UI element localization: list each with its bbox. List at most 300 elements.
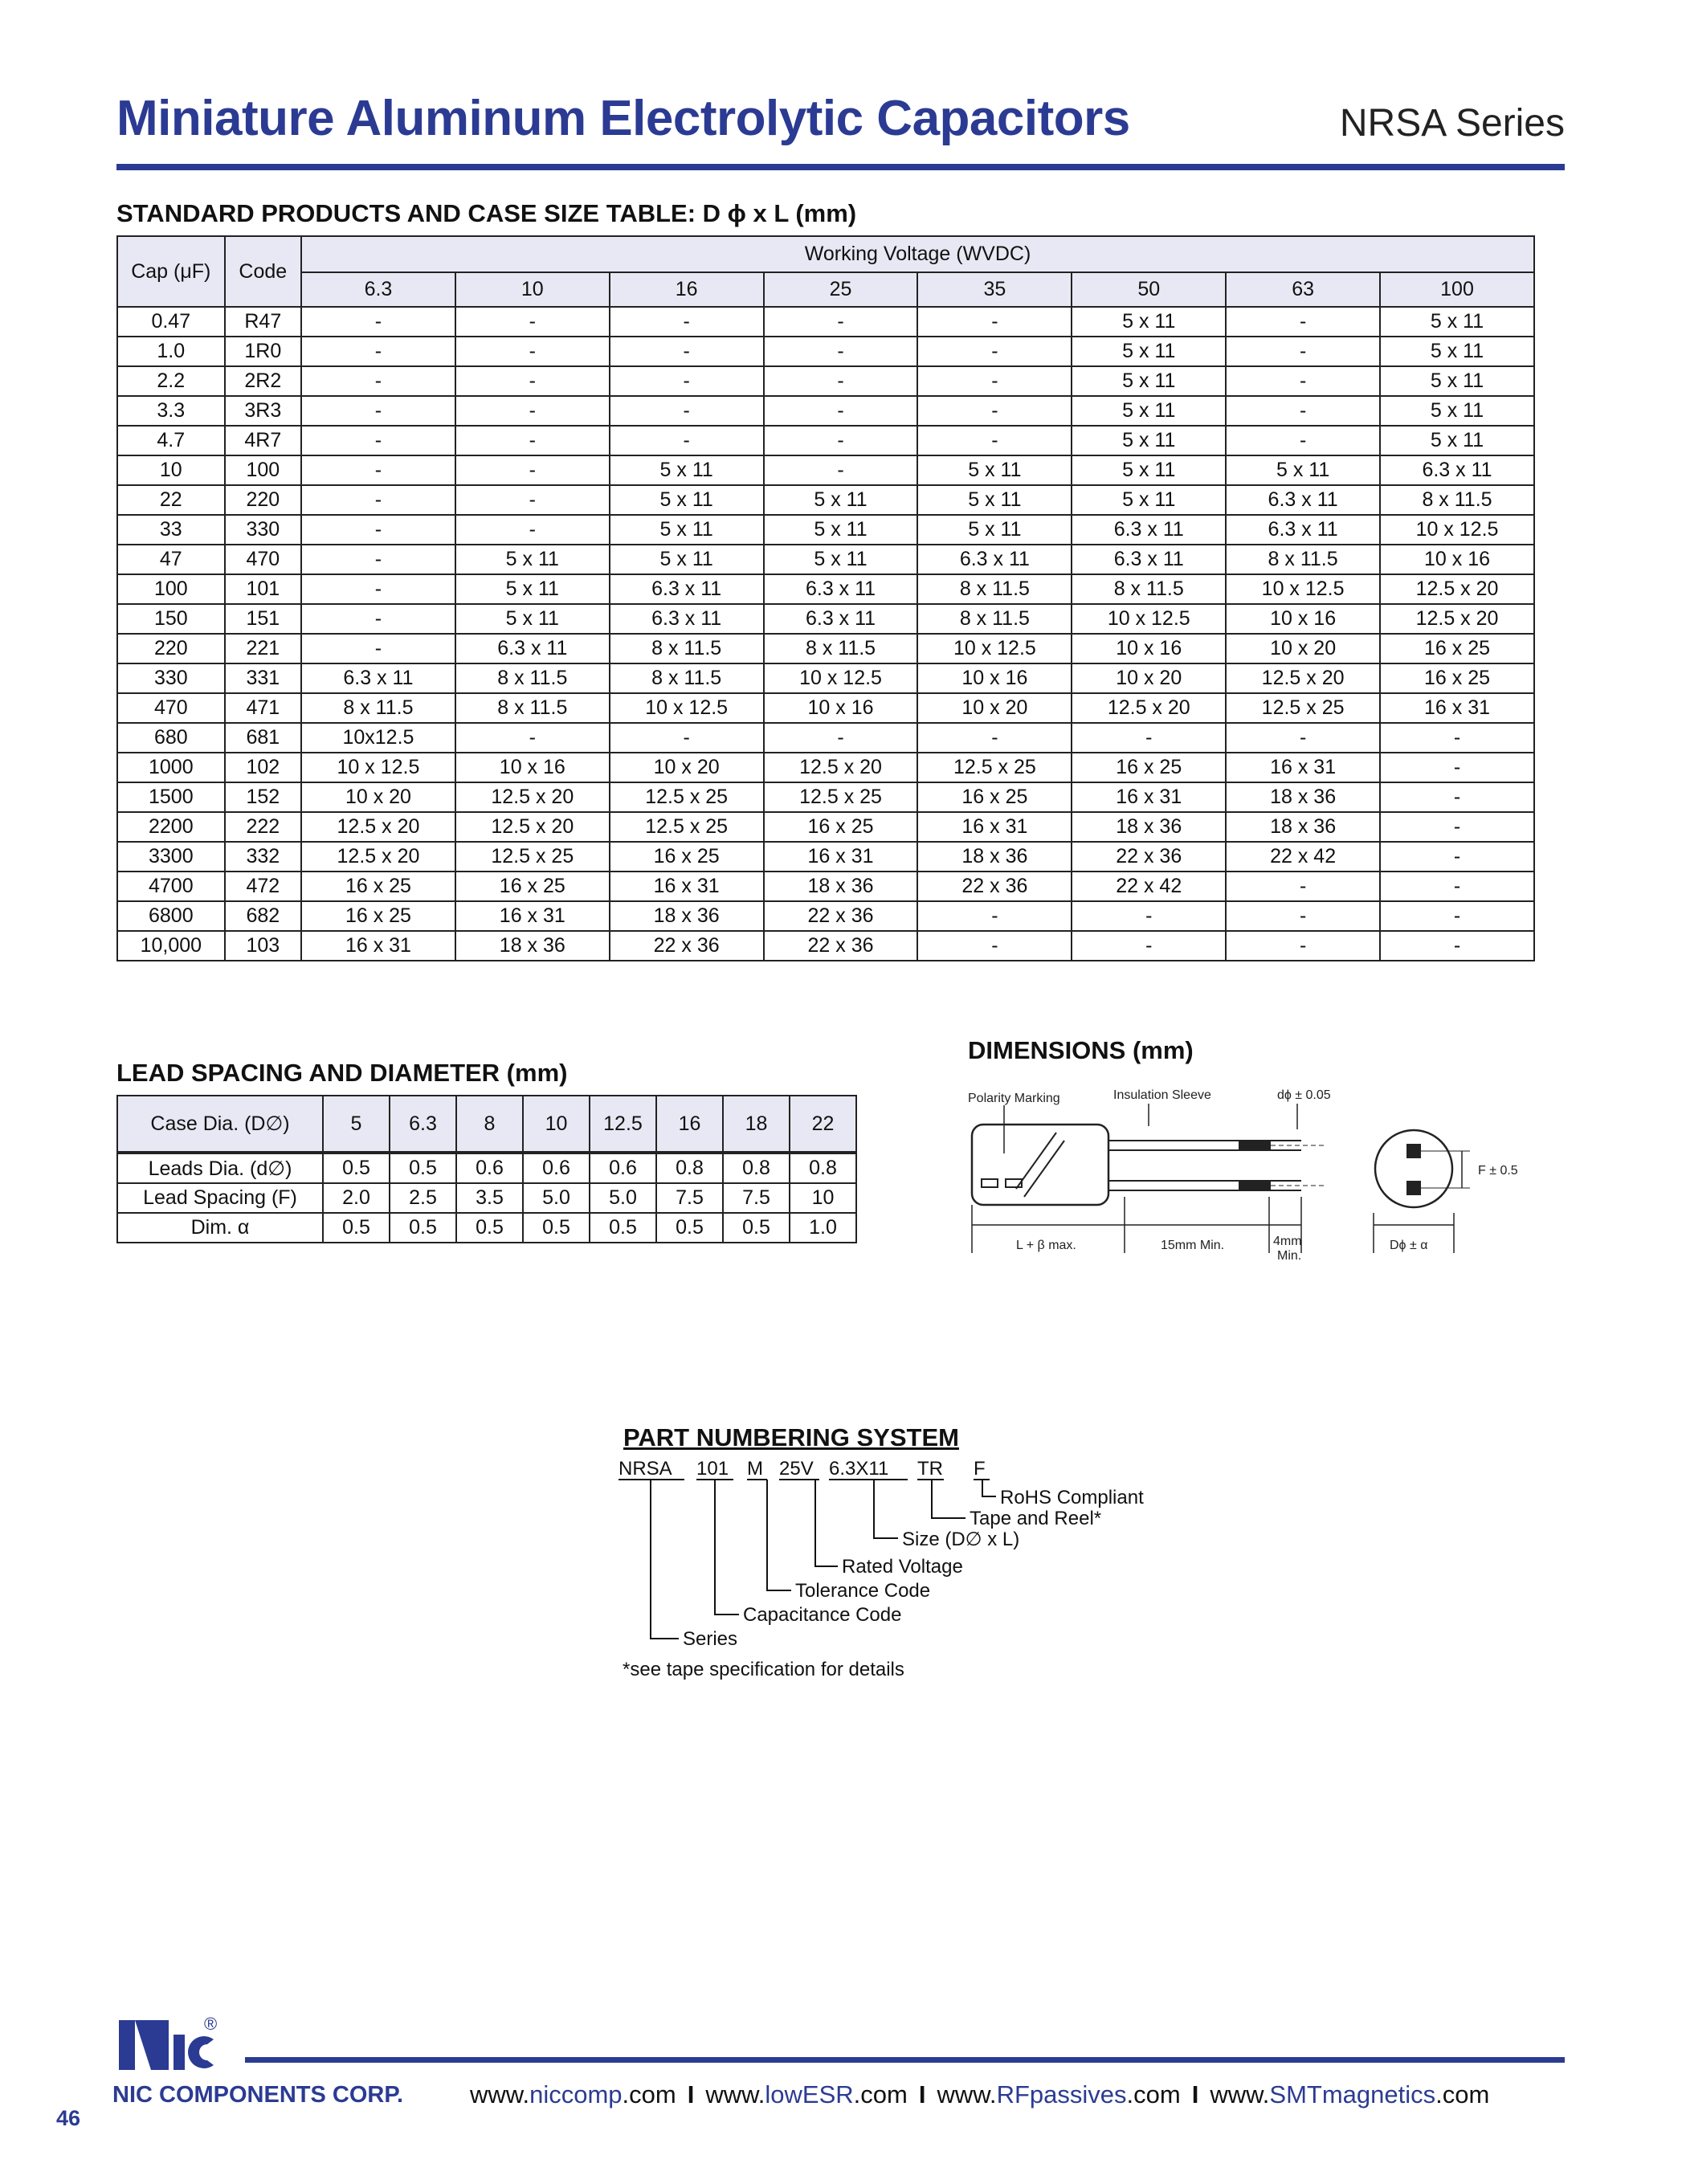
table-cell: 12.5 x 20 (764, 753, 918, 782)
table-row (117, 1213, 856, 1243)
insulation-sleeve-label: Insulation Sleeve (1113, 1088, 1211, 1102)
table-cell: - (301, 574, 455, 604)
table-cell: - (301, 515, 455, 545)
table-cell: 2.5 (390, 1183, 456, 1213)
table-cell: 5 x 11 (455, 574, 610, 604)
table-cell: 16 x 31 (764, 842, 918, 872)
part-numbering-heading: PART NUMBERING SYSTEM (623, 1423, 959, 1451)
table-row (117, 574, 1534, 604)
table-cell: 18 x 36 (610, 901, 764, 931)
table-cell: 0.5 (590, 1213, 656, 1243)
table-cell: 100 (117, 574, 225, 604)
table-cell: 12.5 x 25 (455, 842, 610, 872)
table-cell: 10 x 12.5 (1226, 574, 1380, 604)
table-row (117, 663, 1534, 693)
table-cell: 16 x 25 (301, 901, 455, 931)
table-cell: 12.5 x 20 (1072, 693, 1226, 723)
lead-header-cell: 22 (790, 1096, 856, 1153)
table-cell: 101 (225, 574, 301, 604)
table-cell: 18 x 36 (1226, 812, 1380, 842)
table-cell: 220 (225, 485, 301, 515)
pn-seg-series: NRSA (619, 1458, 672, 1480)
pn-label-cap: Capacitance Code (743, 1604, 902, 1626)
pn-seg-volt: 25V (779, 1458, 814, 1480)
table-cell: 5 x 11 (1380, 337, 1534, 366)
table-cell: 5 x 11 (917, 515, 1072, 545)
table-cell: 10 x 16 (1226, 604, 1380, 634)
table-cell: - (1380, 782, 1534, 812)
table-cell: 5 x 11 (1072, 307, 1226, 337)
table-cell: - (455, 485, 610, 515)
table-cell: 16 x 25 (917, 782, 1072, 812)
table-cell: 0.5 (723, 1213, 790, 1243)
table-cell: 6.3 x 11 (610, 574, 764, 604)
table-cell: 10 x 20 (917, 693, 1072, 723)
table-cell: 5 x 11 (1072, 366, 1226, 396)
table-cell: 103 (225, 931, 301, 961)
pn-label-tol: Tolerance Code (795, 1580, 931, 1602)
table-cell: - (1380, 901, 1534, 931)
table-row (117, 1183, 856, 1213)
table-row (117, 426, 1534, 455)
capacitor-end-view (1375, 1130, 1452, 1207)
table-row (117, 812, 1534, 842)
table-cell: 1.0 (790, 1213, 856, 1243)
polarity-marking-label: Polarity Marking (968, 1092, 1060, 1105)
pn-seg-rohs: F (974, 1458, 986, 1480)
pn-label-series: Series (683, 1628, 738, 1650)
table-cell: 150 (117, 604, 225, 634)
table-cell: 16 x 25 (301, 872, 455, 901)
lead-header-cell: 5 (323, 1096, 390, 1153)
table-cell: 5 x 11 (764, 485, 918, 515)
table-cell: 0.5 (456, 1213, 523, 1243)
lead-header-cell: 16 (656, 1096, 723, 1153)
table-cell: 3.5 (456, 1183, 523, 1213)
col-header-code: Code (225, 236, 301, 307)
table-cell: 2200 (117, 812, 225, 842)
table-cell: 221 (225, 634, 301, 663)
table-cell: 5 x 11 (1380, 366, 1534, 396)
table-cell: 5.0 (590, 1183, 656, 1213)
table-cell: - (301, 455, 455, 485)
table-cell: 1.0 (117, 337, 225, 366)
table-row (117, 455, 1534, 485)
table-cell: 16 x 25 (1072, 753, 1226, 782)
table-cell: R47 (225, 307, 301, 337)
table-cell: 18 x 36 (455, 931, 610, 961)
table-cell: 220 (117, 634, 225, 663)
table-cell: - (1072, 931, 1226, 961)
table-cell: 10 (790, 1183, 856, 1213)
pn-seg-tr: TR (917, 1458, 943, 1480)
table-cell: 6.3 x 11 (1226, 515, 1380, 545)
table-cell: 100 (225, 455, 301, 485)
table-cell: - (1226, 337, 1380, 366)
table-cell: 22 x 36 (764, 931, 918, 961)
table-cell: 10 x 12.5 (301, 753, 455, 782)
table-cell: 12.5 x 25 (610, 782, 764, 812)
footer-rule (245, 2057, 1565, 2063)
table-cell: 6.3 x 11 (764, 574, 918, 604)
table-cell: 18 x 36 (1072, 812, 1226, 842)
table-cell: 151 (225, 604, 301, 634)
table-row (117, 515, 1534, 545)
table-cell: 12.5 x 25 (1226, 693, 1380, 723)
voltage-col-header: 6.3 (301, 272, 455, 307)
table-cell: 4700 (117, 872, 225, 901)
table-cell: 6.3 x 11 (610, 604, 764, 634)
voltage-col-header: 35 (917, 272, 1072, 307)
table-cell: 22 x 42 (1072, 872, 1226, 901)
table-cell: 10 x 12.5 (1072, 604, 1226, 634)
table-cell: 6.3 x 11 (764, 604, 918, 634)
table-cell: 12.5 x 25 (917, 753, 1072, 782)
table-cell: 5 x 11 (610, 485, 764, 515)
table-cell: - (1380, 931, 1534, 961)
table-cell: - (917, 931, 1072, 961)
table-cell: 330 (117, 663, 225, 693)
table-cell: 2.0 (323, 1183, 390, 1213)
table-row (117, 723, 1534, 753)
table-cell: 16 x 31 (1072, 782, 1226, 812)
link-smtmagnetics[interactable]: www.SMTmagnetics.com (1210, 2080, 1490, 2108)
lead-header-cell: 10 (523, 1096, 590, 1153)
link-lowesr[interactable]: www.lowESR.com (705, 2080, 908, 2108)
table-cell: - (455, 366, 610, 396)
part-numbering-diagram (619, 1454, 1181, 1687)
table-row (117, 693, 1534, 723)
table-cell: - (764, 366, 918, 396)
pn-seg-tol: M (747, 1458, 763, 1480)
table-cell: 22 x 36 (917, 872, 1072, 901)
table-cell: 5.0 (523, 1183, 590, 1213)
table-cell: 8 x 11.5 (1380, 485, 1534, 515)
table-cell: 5 x 11 (764, 545, 918, 574)
table-cell: - (917, 723, 1072, 753)
capacitor-body (972, 1125, 1108, 1205)
table-cell: 16 x 31 (455, 901, 610, 931)
pn-label-rohs: RoHS Compliant (1000, 1487, 1144, 1508)
table-cell: 0.6 (523, 1153, 590, 1183)
table-cell: 470 (225, 545, 301, 574)
table-cell: - (1380, 842, 1534, 872)
table-cell: 0.5 (523, 1213, 590, 1243)
table-cell: 16 x 31 (1380, 693, 1534, 723)
table-cell: 682 (225, 901, 301, 931)
table-cell: 7.5 (723, 1183, 790, 1213)
table-cell: 8 x 11.5 (610, 663, 764, 693)
table-cell: 5 x 11 (610, 455, 764, 485)
lead-header-cell: Case Dia. (D∅) (117, 1096, 323, 1153)
table-cell: 12.5 x 20 (455, 812, 610, 842)
table-cell: 0.6 (590, 1153, 656, 1183)
table-cell: 22 x 36 (764, 901, 918, 931)
series-name: NRSA Series (1339, 102, 1565, 145)
table-row (117, 901, 1534, 931)
table-cell: 2R2 (225, 366, 301, 396)
lead-spacing-table (116, 1095, 857, 1243)
table-cell: - (455, 723, 610, 753)
table-cell: Leads Dia. (d∅) (117, 1153, 323, 1183)
table-cell: 22 x 36 (1072, 842, 1226, 872)
table-cell: 10 (117, 455, 225, 485)
table-cell: - (455, 396, 610, 426)
table-cell: Lead Spacing (F) (117, 1183, 323, 1213)
table-cell: 10 x 20 (610, 753, 764, 782)
table-cell: 6.3 x 11 (1072, 515, 1226, 545)
pn-label-tape: Tape and Reel* (970, 1508, 1102, 1529)
table-cell: 471 (225, 693, 301, 723)
table-cell: - (1226, 307, 1380, 337)
lead-header-cell: 8 (456, 1096, 523, 1153)
table-cell: 12.5 x 20 (1380, 574, 1534, 604)
table-cell: - (1072, 901, 1226, 931)
table-cell: 12.5 x 20 (455, 782, 610, 812)
table-cell: - (1380, 872, 1534, 901)
table-cell: 5 x 11 (1072, 485, 1226, 515)
table-cell: - (917, 307, 1072, 337)
table-cell: 16 x 31 (301, 931, 455, 961)
table-cell: - (917, 426, 1072, 455)
table-cell: 5 x 11 (1380, 396, 1534, 426)
table-cell: - (764, 337, 918, 366)
table-cell: 5 x 11 (917, 485, 1072, 515)
table-row (117, 872, 1534, 901)
diameter-label: Dϕ ± α (1390, 1239, 1428, 1252)
lead-table-heading: LEAD SPACING AND DIAMETER (mm) (116, 1059, 568, 1087)
table-cell: 0.8 (723, 1153, 790, 1183)
table-cell: 10 x 12.5 (1380, 515, 1534, 545)
table-cell: - (610, 307, 764, 337)
table-cell: 6.3 x 11 (1380, 455, 1534, 485)
table-cell: 0.8 (790, 1153, 856, 1183)
table-cell: Dim. α (117, 1213, 323, 1243)
table-cell: 331 (225, 663, 301, 693)
table-cell: 5 x 11 (1226, 455, 1380, 485)
table-cell: 152 (225, 782, 301, 812)
table-cell: 8 x 11.5 (917, 574, 1072, 604)
table-cell: 16 x 25 (455, 872, 610, 901)
table-cell: 4.7 (117, 426, 225, 455)
table-cell: 5 x 11 (1380, 307, 1534, 337)
table-cell: 5 x 11 (610, 515, 764, 545)
table-cell: 5 x 11 (610, 545, 764, 574)
table-cell: - (764, 723, 918, 753)
table-cell: - (1380, 723, 1534, 753)
table-cell: - (917, 396, 1072, 426)
table-cell: 0.5 (656, 1213, 723, 1243)
table-row (117, 842, 1534, 872)
lead-header-cell: 18 (723, 1096, 790, 1153)
voltage-col-header: 25 (764, 272, 918, 307)
table-cell: 6800 (117, 901, 225, 931)
table-cell: - (301, 485, 455, 515)
lead-length-label: 15mm Min. (1161, 1239, 1225, 1252)
table-cell: - (764, 455, 918, 485)
table-cell: 10 x 16 (917, 663, 1072, 693)
table-cell: - (455, 307, 610, 337)
table-cell: 0.5 (390, 1153, 456, 1183)
table-cell: 8 x 11.5 (610, 634, 764, 663)
table-row (117, 782, 1534, 812)
table-cell: 6.3 x 11 (1072, 545, 1226, 574)
table-row (117, 1153, 856, 1183)
table-cell: 5 x 11 (1072, 455, 1226, 485)
table-cell: - (1072, 723, 1226, 753)
table-cell: 10 x 12.5 (764, 663, 918, 693)
table-cell: - (1226, 931, 1380, 961)
table-cell: 5 x 11 (455, 604, 610, 634)
table-cell: - (1226, 872, 1380, 901)
table-cell: - (764, 307, 918, 337)
table-cell: - (610, 426, 764, 455)
table-row (117, 753, 1534, 782)
table-cell: 1000 (117, 753, 225, 782)
table-cell: 16 x 25 (610, 842, 764, 872)
table-cell: - (610, 366, 764, 396)
table-cell: - (455, 455, 610, 485)
table-cell: 4R7 (225, 426, 301, 455)
table-cell: 6.3 x 11 (917, 545, 1072, 574)
table-cell: 10 x 16 (1072, 634, 1226, 663)
table-cell: 5 x 11 (455, 545, 610, 574)
table-cell: - (1380, 753, 1534, 782)
table-cell: 12.5 x 25 (610, 812, 764, 842)
table-row (117, 604, 1534, 634)
table-cell: 16 x 31 (610, 872, 764, 901)
table-cell: 22 x 36 (610, 931, 764, 961)
table-cell: 10 x 20 (1226, 634, 1380, 663)
pn-label-size: Size (D∅ x L) (902, 1529, 1020, 1550)
table-cell: 10 x 12.5 (917, 634, 1072, 663)
table-cell: 47 (117, 545, 225, 574)
table-cell: - (610, 396, 764, 426)
lead-header-cell: 6.3 (390, 1096, 456, 1153)
table-cell: 5 x 11 (917, 455, 1072, 485)
table-cell: 12.5 x 20 (301, 812, 455, 842)
voltage-col-header: 63 (1226, 272, 1380, 307)
dimensions-heading: DIMENSIONS (mm) (968, 1036, 1194, 1064)
table-cell: - (1226, 366, 1380, 396)
table-cell: 5 x 11 (1072, 426, 1226, 455)
table-cell: 10,000 (117, 931, 225, 961)
table-cell: 6.3 x 11 (1226, 485, 1380, 515)
table-cell: - (301, 426, 455, 455)
table-cell: 16 x 31 (917, 812, 1072, 842)
table-cell: - (610, 337, 764, 366)
table-cell: 8 x 11.5 (455, 663, 610, 693)
table-cell: 6.3 x 11 (301, 663, 455, 693)
pn-label-volt: Rated Voltage (842, 1556, 963, 1578)
table-cell: 8 x 11.5 (764, 634, 918, 663)
table-cell: 0.8 (656, 1153, 723, 1183)
table-cell: 5 x 11 (764, 515, 918, 545)
table-cell: - (301, 366, 455, 396)
table-row (117, 337, 1534, 366)
table-cell: 0.5 (323, 1153, 390, 1183)
table-cell: 10 x 16 (455, 753, 610, 782)
table-cell: 1500 (117, 782, 225, 812)
link-rfpassives[interactable]: www.RFpassives.com (937, 2080, 1181, 2108)
col-header-cap: Cap (μF) (117, 236, 225, 307)
table-row (117, 931, 1534, 961)
page-title: Miniature Aluminum Electrolytic Capacitors (116, 91, 1130, 146)
table-cell: 18 x 36 (764, 872, 918, 901)
table-cell: - (1226, 426, 1380, 455)
table-cell: - (301, 396, 455, 426)
table-row (117, 307, 1534, 337)
table-cell: - (1226, 901, 1380, 931)
table-cell: 12.5 x 25 (764, 782, 918, 812)
table-cell: 3R3 (225, 396, 301, 426)
table-cell: 8 x 11.5 (301, 693, 455, 723)
table-row (117, 366, 1534, 396)
table-cell: 5 x 11 (1380, 426, 1534, 455)
table-cell: - (301, 634, 455, 663)
voltage-header: Working Voltage (WVDC) (301, 236, 1534, 272)
table-cell: 16 x 25 (1380, 634, 1534, 663)
pn-seg-size: 6.3X11 (829, 1458, 889, 1480)
link-niccomp[interactable]: www.niccomp.com (470, 2080, 676, 2108)
table-cell: 680 (117, 723, 225, 753)
table-cell: 5 x 11 (1072, 337, 1226, 366)
pn-note: *see tape specification for details (623, 1659, 904, 1680)
table-cell: - (917, 337, 1072, 366)
standard-products-table (116, 235, 1535, 961)
table-cell: 10 x 16 (1380, 545, 1534, 574)
table-cell: 0.5 (323, 1213, 390, 1243)
voltage-col-header: 10 (455, 272, 610, 307)
table-cell: - (301, 545, 455, 574)
table-row (117, 545, 1534, 574)
table-cell: - (455, 515, 610, 545)
table-cell: - (764, 426, 918, 455)
table-cell: 330 (225, 515, 301, 545)
table-cell: 470 (117, 693, 225, 723)
table-cell: 16 x 25 (1380, 663, 1534, 693)
table-cell: 22 (117, 485, 225, 515)
table-cell: 6.3 x 11 (455, 634, 610, 663)
footer-links: www.niccomp.com I www.lowESR.com I www.RFpassives.com I www.SMTmagnetics.com (470, 2080, 1490, 2108)
table-cell: 3.3 (117, 396, 225, 426)
table-cell: 12.5 x 20 (1226, 663, 1380, 693)
lead-dia-label: dϕ ± 0.05 (1277, 1088, 1331, 1102)
table-cell: 102 (225, 753, 301, 782)
voltage-col-header: 50 (1072, 272, 1226, 307)
title-rule (116, 164, 1565, 170)
table-cell: 10 x 12.5 (610, 693, 764, 723)
table-cell: - (455, 337, 610, 366)
table-cell: 681 (225, 723, 301, 753)
company-name: NIC COMPONENTS CORP. (112, 2082, 404, 2108)
table-cell: - (764, 396, 918, 426)
table-cell: 7.5 (656, 1183, 723, 1213)
table-cell: 2.2 (117, 366, 225, 396)
table-row (117, 396, 1534, 426)
table-cell: - (610, 723, 764, 753)
table-cell: 8 x 11.5 (917, 604, 1072, 634)
table-cell: - (917, 901, 1072, 931)
table-cell: 3300 (117, 842, 225, 872)
table-cell: 332 (225, 842, 301, 872)
voltage-col-header: 100 (1380, 272, 1534, 307)
table-cell: 8 x 11.5 (1072, 574, 1226, 604)
table-cell: 10 x 20 (301, 782, 455, 812)
lead-header-cell: 12.5 (590, 1096, 656, 1153)
body-length-label: L + β max. (1016, 1239, 1076, 1252)
table-cell: - (1380, 812, 1534, 842)
